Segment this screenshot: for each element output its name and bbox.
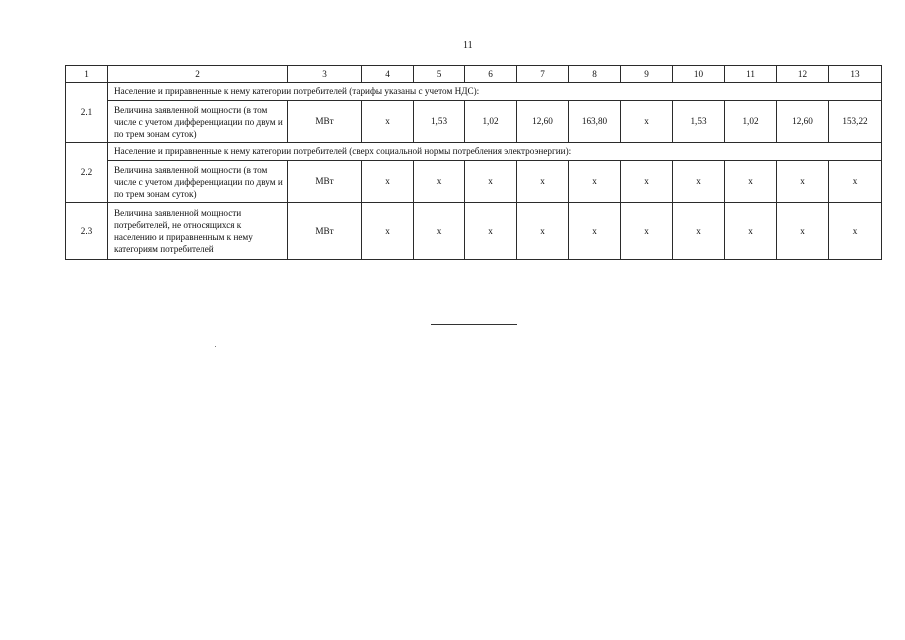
column-number: 2 (108, 66, 288, 83)
value-cell: х (569, 203, 621, 260)
value-cell: х (517, 203, 569, 260)
value-cell: 12,60 (777, 101, 829, 143)
value-cell: х (362, 203, 414, 260)
value-cell: 1,53 (673, 101, 725, 143)
value-cell: х (465, 203, 517, 260)
section-title-row (66, 143, 882, 161)
row-description: Величина заявленной мощности (в том числе с учетом дифференциации по двум и по трем зонам суток) (108, 101, 288, 143)
column-number: 13 (829, 66, 882, 83)
table-header-row (66, 66, 882, 83)
column-number: 11 (725, 66, 777, 83)
column-number: 7 (517, 66, 569, 83)
value-cell: х (465, 161, 517, 203)
footnote-divider (431, 324, 517, 325)
table-row (66, 101, 882, 143)
row-number: 2.1 (66, 83, 108, 143)
value-cell: х (517, 161, 569, 203)
tariff-table (65, 65, 882, 260)
value-cell: х (673, 203, 725, 260)
value-cell: х (673, 161, 725, 203)
value-cell: х (414, 161, 465, 203)
scan-speck (215, 346, 216, 347)
value-cell: х (777, 203, 829, 260)
page-number: 11 (463, 40, 473, 51)
column-number: 3 (288, 66, 362, 83)
section-title: Население и приравненные к нему категории потребителей (сверх социальной нормы потребления электроэнергии): (108, 143, 882, 161)
value-cell: 1,02 (465, 101, 517, 143)
value-cell: х (829, 161, 882, 203)
table-row (66, 203, 882, 260)
value-cell: х (621, 101, 673, 143)
section-title: Население и приравненные к нему категории потребителей (тарифы указаны с учетом НДС): (108, 83, 882, 101)
row-description: Величина заявленной мощности потребителей, не относящихся к населению и приравненным к нему категориям потребителей (108, 203, 288, 260)
row-number: 2.2 (66, 143, 108, 203)
value-cell: х (777, 161, 829, 203)
column-number: 1 (66, 66, 108, 83)
column-number: 4 (362, 66, 414, 83)
value-cell: х (621, 203, 673, 260)
value-cell: х (621, 161, 673, 203)
column-number: 12 (777, 66, 829, 83)
value-cell: х (362, 161, 414, 203)
column-number: 5 (414, 66, 465, 83)
column-number: 9 (621, 66, 673, 83)
table-row (66, 161, 882, 203)
value-cell: х (414, 203, 465, 260)
value-cell: х (725, 161, 777, 203)
unit-cell: МВт (288, 203, 362, 260)
value-cell: х (362, 101, 414, 143)
column-number: 10 (673, 66, 725, 83)
value-cell: 12,60 (517, 101, 569, 143)
value-cell: 163,80 (569, 101, 621, 143)
row-number: 2.3 (66, 203, 108, 260)
value-cell: 1,53 (414, 101, 465, 143)
value-cell: х (829, 203, 882, 260)
value-cell: х (569, 161, 621, 203)
row-description: Величина заявленной мощности (в том числе с учетом дифференциации по двум и по трем зонам суток) (108, 161, 288, 203)
unit-cell: МВт (288, 161, 362, 203)
value-cell: х (725, 203, 777, 260)
unit-cell: МВт (288, 101, 362, 143)
value-cell: 1,02 (725, 101, 777, 143)
column-number: 8 (569, 66, 621, 83)
value-cell: 153,22 (829, 101, 882, 143)
section-title-row (66, 83, 882, 101)
column-number: 6 (465, 66, 517, 83)
